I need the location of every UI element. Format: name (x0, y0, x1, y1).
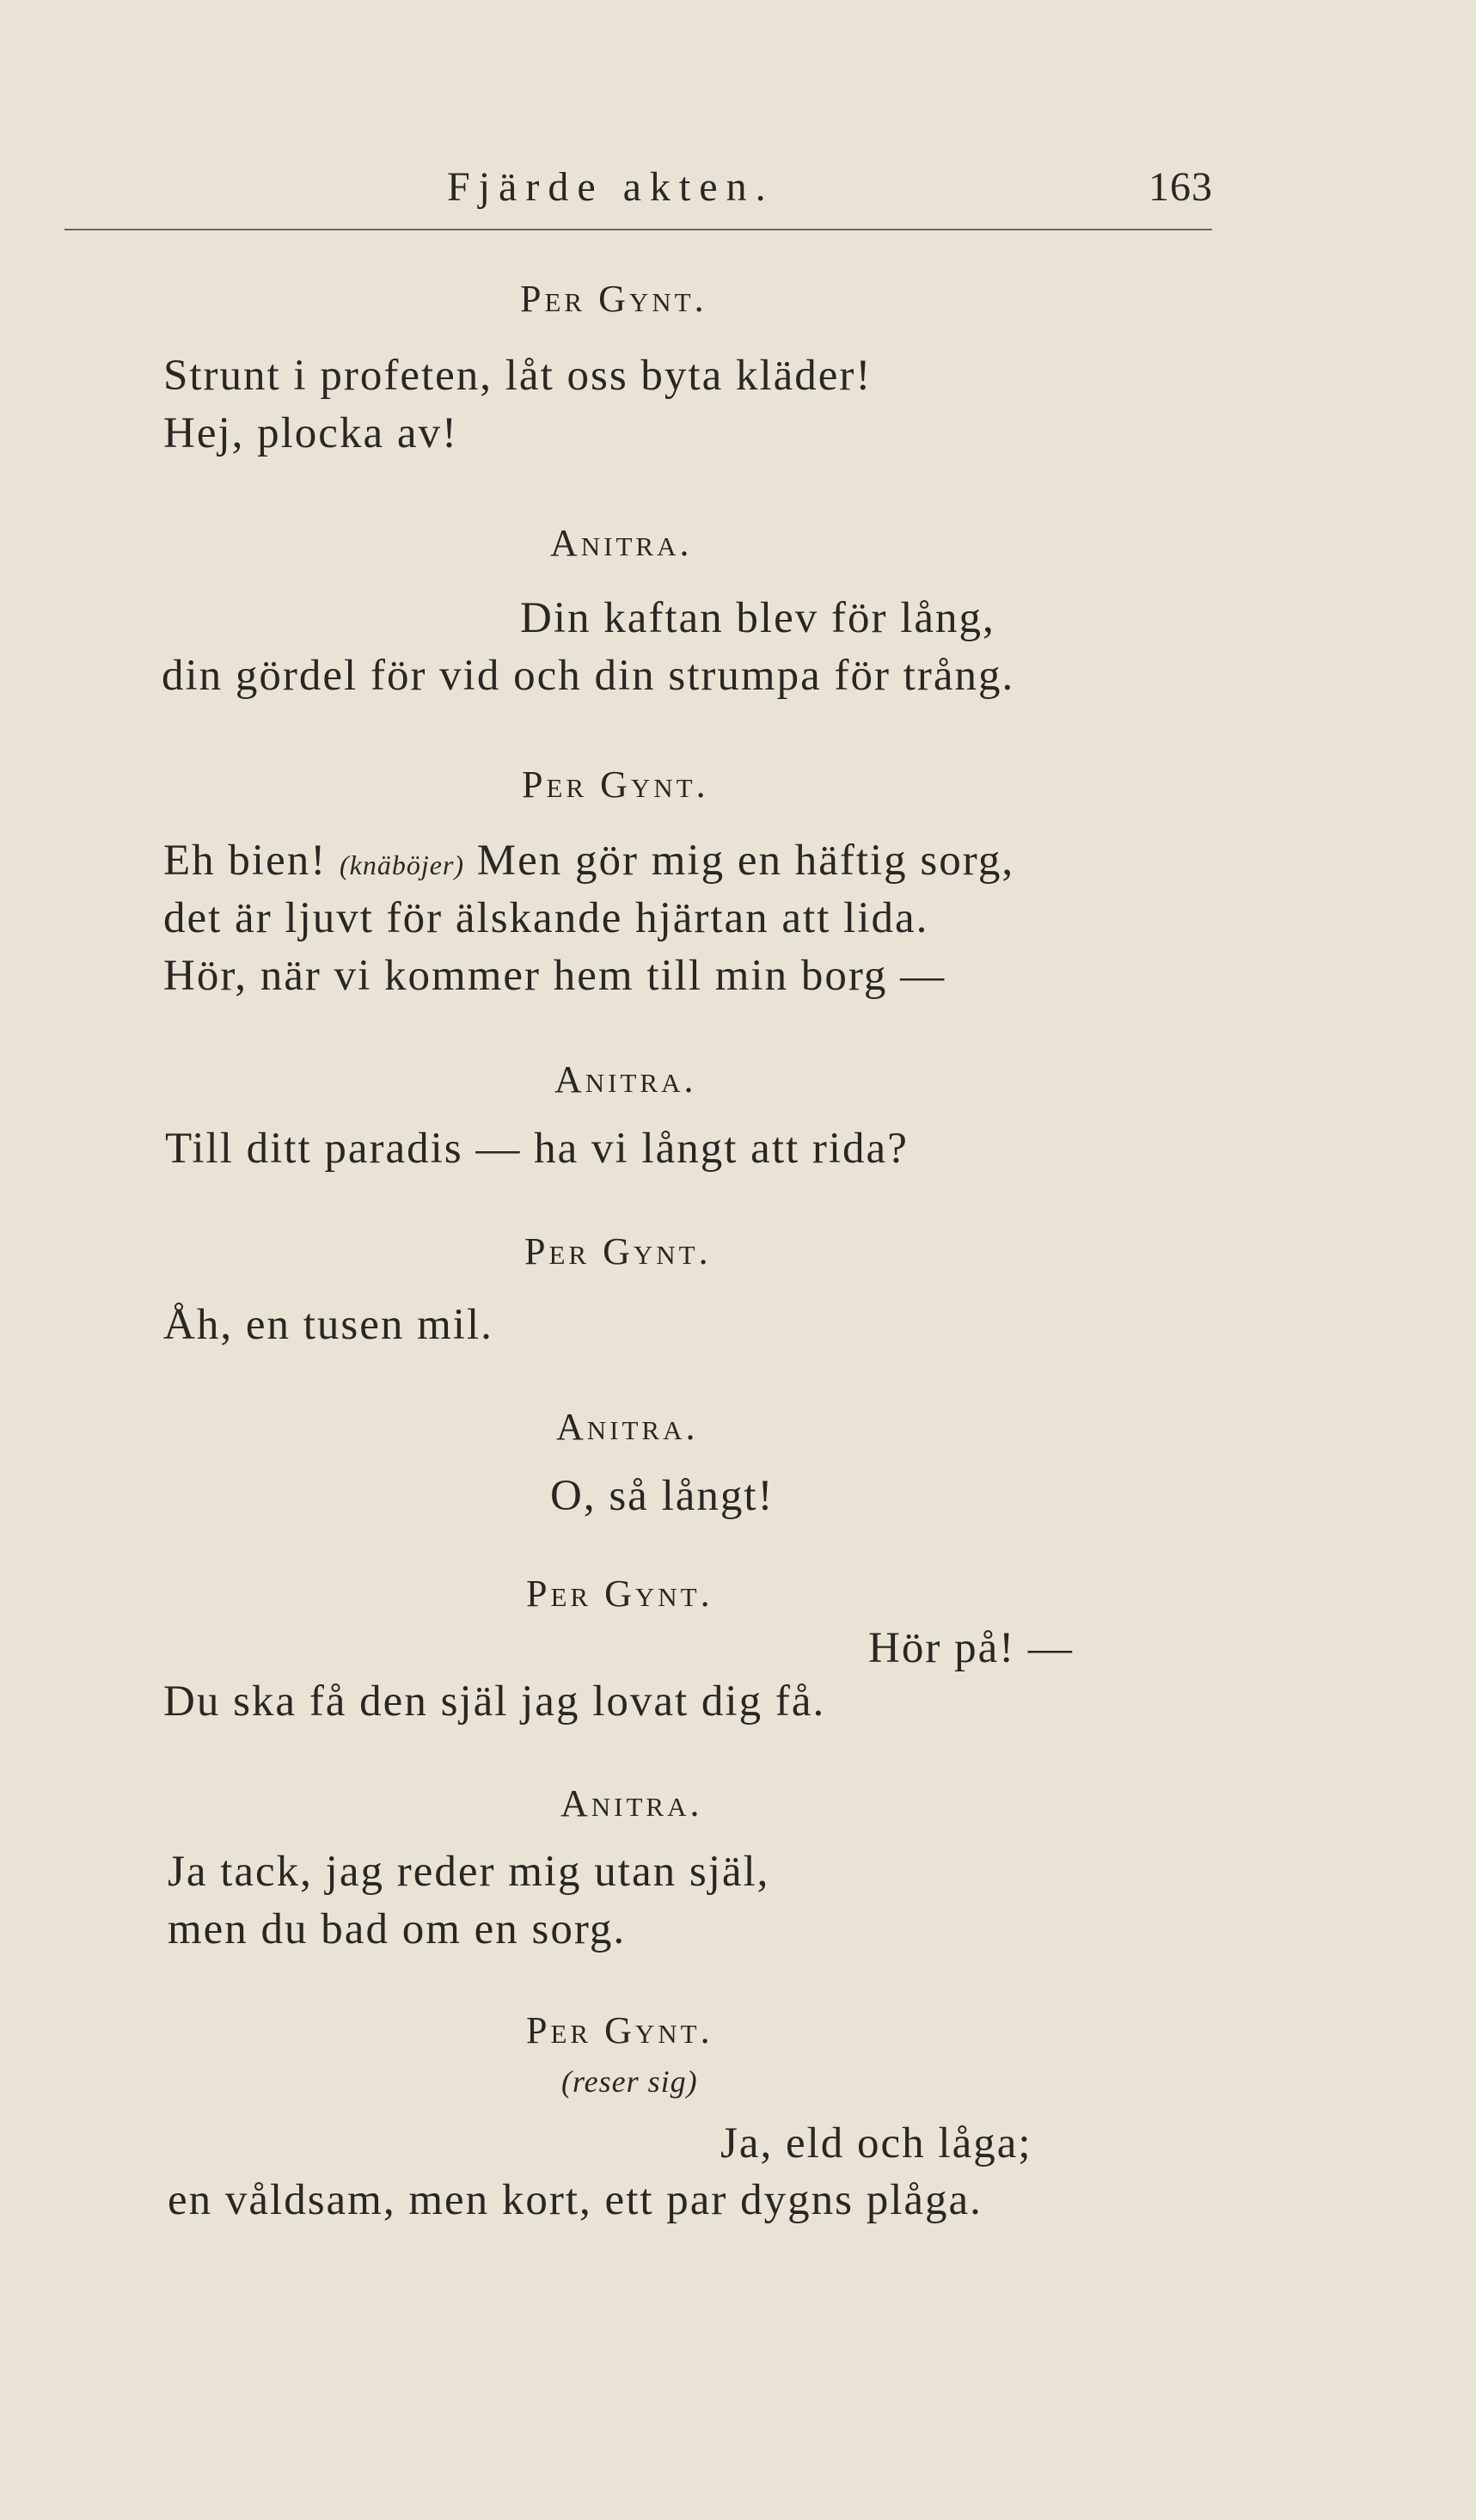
verse-line: Strunt i profeten, låt oss byta kläder! (163, 352, 873, 400)
speaker-label: Per Gynt. (526, 2009, 714, 2051)
stage-direction: (knäböjer) (339, 849, 465, 880)
verse-line: Hör på! — (868, 1624, 1074, 1672)
verse-line: men du bad om en sorg. (168, 1905, 627, 1953)
verse-text: Men gör mig en häftig sorg, (476, 837, 1015, 885)
verse-line: Åh, en tusen mil. (163, 1301, 493, 1349)
verse-line: Hör, när vi kommer hem till min borg — (163, 952, 946, 1000)
speaker-label: Per Gynt. (522, 763, 709, 806)
speaker-label: Anitra. (556, 1406, 699, 1448)
verse-line: en våldsam, men kort, ett par dygns plåga. (168, 2176, 983, 2224)
verse-line: Hej, plocka av! (163, 409, 458, 457)
verse-line: din gördel för vid och din strumpa för trång. (162, 652, 1015, 700)
verse-line: Din kaftan blev för lång, (520, 594, 995, 642)
verse-text: Eh bien! (163, 837, 328, 885)
verse-line: det är ljuvt för älskande hjärtan att lida. (163, 894, 929, 942)
verse-line (163, 836, 1014, 886)
verse-line: Ja tack, jag reder mig utan själ, (168, 1848, 770, 1896)
verse-line: O, så långt! (550, 1472, 775, 1520)
speaker-label: Per Gynt. (524, 1230, 712, 1272)
verse-line: Du ska få den själ jag lovat dig få. (163, 1677, 826, 1726)
verse-line: Till ditt paradis — ha vi långt att rida? (165, 1125, 909, 1173)
speaker-label: Anitra. (560, 1782, 703, 1824)
header-rule (64, 229, 1212, 230)
speaker-label: Per Gynt. (520, 278, 707, 320)
speaker-label: Anitra. (550, 522, 693, 564)
page-number: 163 (1148, 164, 1213, 210)
speaker-label: Anitra. (554, 1058, 697, 1101)
speaker-label: Per Gynt. (526, 1573, 714, 1615)
verse-line: Ja, eld och låga; (720, 2119, 1032, 2167)
stage-direction: (reser sig) (561, 2064, 698, 2099)
running-title: Fjärde akten. (447, 164, 775, 210)
